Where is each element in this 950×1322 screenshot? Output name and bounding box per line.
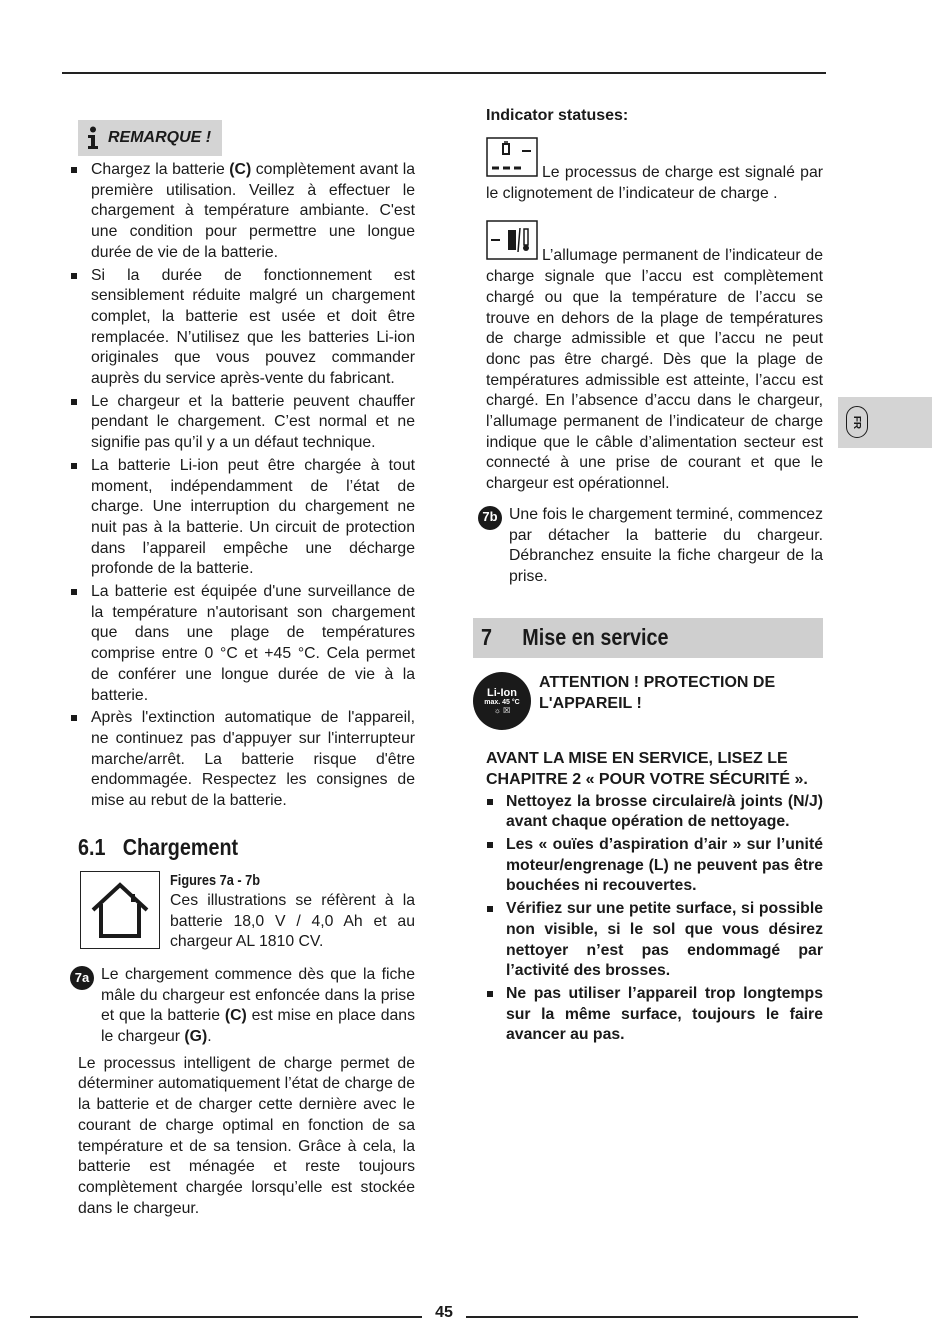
bottom-rule-right (466, 1316, 858, 1318)
step-7b (478, 505, 823, 588)
step-7a-text: Le chargement commence dès que la fiche mâle du chargeur est enfoncée dans la prise et que la batterie (C) est mise en place dans le chargeur (G). (101, 965, 415, 1046)
step-badge: 7b (478, 506, 502, 530)
read-first-text: AVANT LA MISE EN SERVICE, LISEZ LE CHAPITRE 2 « POUR VOTRE SÉCURITÉ ». (486, 749, 808, 788)
left-column (70, 100, 415, 1219)
indicator-title: Indicator statuses: (486, 107, 629, 124)
page-number: 45 (435, 1304, 453, 1321)
remarque-box (78, 120, 222, 156)
figures-block (80, 871, 415, 953)
charge-paragraph: Le processus intelligent de charge permet de déterminer automatiquement l’état de charge de la batterie et de charger cette dernière avec le courant de charge optimal en fonction de sa température et de sa tension. Grâce à cela, la batterie est ménagée et reste toujours complètement chargée lorsqu’elle est stockée dans le chargeur. (78, 1054, 415, 1217)
section-7-heading (481, 624, 669, 651)
indicator-blinking: Le processus de charge est signalé par le clignotement de l’indicateur de charge . (486, 137, 823, 204)
figures-text-block (170, 871, 415, 953)
language-tab (838, 397, 932, 448)
attention-text: ATTENTION ! PROTECTION DE L'APPAREIL ! (539, 673, 776, 712)
step-7a (70, 965, 415, 1048)
attention-block (486, 672, 823, 730)
li-ion-battery-icon: Li-Ion max. 45 °C ☼ ☒ (473, 672, 531, 730)
list-item: Ne pas utiliser l’appareil trop longtemps sur la même surface, toujours le faire avancer au pas. (486, 984, 823, 1046)
language-badge: FR (846, 406, 868, 438)
mise-en-service-list (486, 792, 823, 1046)
section-title: Mise en service (522, 624, 669, 651)
list-item: Les « ouïes d’aspiration d’air » sur l’unité moteur/engrenage (L) ne peuvent pas être bouchées ni recouvertes. (486, 835, 823, 897)
section-number: 6.1 (78, 833, 106, 860)
section-6-1-heading (78, 834, 368, 861)
bottom-rule-left (30, 1316, 422, 1318)
list-item: La batterie est équipée d'une surveillance de la température n'autorisant son chargement que dans une plage de températures comprise entre 0 °C et +45 °C. Cela permet de conférer une longue durée de vie à la batterie. (70, 582, 415, 706)
indicator-permanent: L’allumage permanent de l’indicateur de charge signale que l’accu est complètement chargé ou que la température de l’accu se trouve en dehors de la plage de températures de charge admissible et que l’accu ne peut donc pas être chargé. Dès que la plage de températures admissible est atteinte, l’accu est chargé. En l’absence d’accu dans le chargeur, l’allumage permanent de l’indicateur de charge indique que le câble d’alimentation secteur est connecté à une prise de courant et que le chargeur est opérationnel. (486, 220, 823, 494)
figures-text: Ces illustrations se réfèrent à la batterie 18,0 V / 4,0 Ah et au chargeur AL 1810 CV. (170, 891, 415, 951)
list-item: Le chargeur et la batterie peuvent chauffer pendant le chargement. C’est normal et ne signifie pas qu’il y a un défaut technique. (70, 392, 415, 454)
section-number: 7 (481, 624, 493, 651)
section-7-bar (473, 618, 823, 658)
info-icon (78, 126, 108, 150)
figures-title: Figures 7a - 7b (170, 872, 261, 889)
house-icon (80, 871, 160, 949)
charger-blinking-icon (486, 137, 538, 184)
step-7b-text: Une fois le chargement terminé, commencez par détacher la batterie du chargeur. Débranchez ensuite la fiche chargeur de la prise. (509, 505, 823, 585)
list-item: La batterie Li-ion peut être chargée à tout moment, indépendamment de l’état de charge. Une interruption du chargement ne nuit pas à la batterie. Un circuit de protection dans l’appareil empêche une décharge profonde de la batterie. (70, 456, 415, 580)
top-rule (62, 72, 826, 74)
list-item: Si la durée de fonctionnement est sensiblement réduite malgré un chargement complet, la batterie est usée et doit être remplacée. N’utilisez que les batteries Li-ion originales que vous pouvez commander auprès du service après-vente du fabricant. (70, 266, 415, 390)
list-item: Vérifiez sur une petite surface, si possible non visible, si le sol que vous désirez nettoyer n’est pas endommagé par l’activité des brosses. (486, 899, 823, 982)
note-list (70, 160, 415, 812)
list-item: Nettoyez la brosse circulaire/à joints (N/J) avant chaque opération de nettoyage. (486, 792, 823, 833)
list-item: Chargez la batterie (C) complètement avant la première utilisation. Veillez à effectuer le chargement à température ambiante. C'est une condition pour permettre une longue durée de vie de la batterie. (70, 160, 415, 264)
right-column (481, 100, 823, 1048)
list-item: Après l'extinction automatique de l'appareil, ne continuez pas d'appuyer sur l'interrupteur marche/arrêt. La batterie risque d'être endommagée. Respectez les consignes de mise au rebut de la batterie. (70, 708, 415, 812)
charger-permanent-icon (486, 220, 538, 267)
step-badge: 7a (70, 966, 94, 990)
section-title: Chargement (122, 833, 239, 860)
remarque-title: REMARQUE ! (108, 129, 212, 146)
